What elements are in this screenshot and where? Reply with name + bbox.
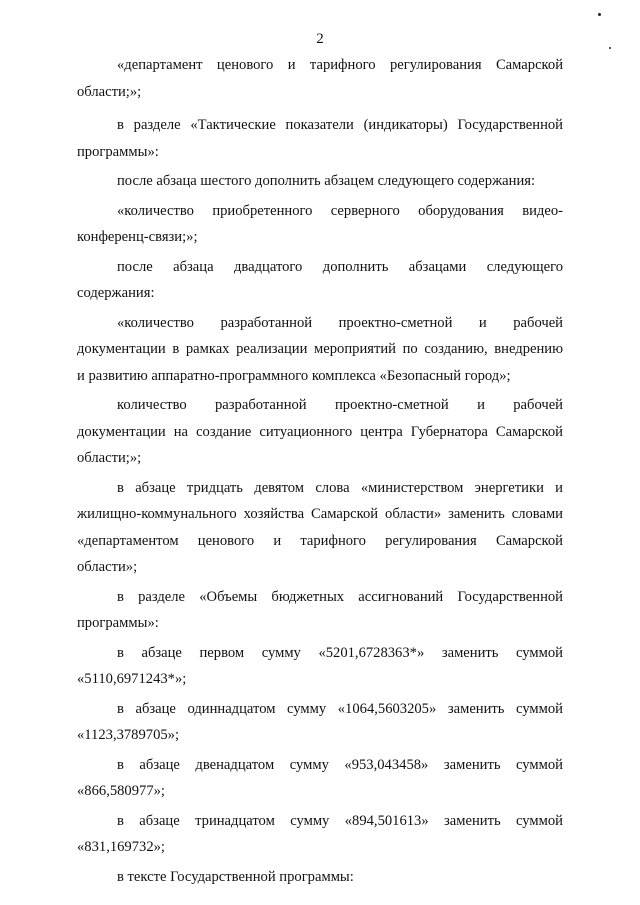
text-line: в абзаце тридцать девятом слова «министерством энергетики и bbox=[117, 479, 563, 496]
text-line: в тексте Государственной программы: bbox=[117, 868, 354, 885]
text-line: количество разработанной проектно-сметной и рабочей bbox=[117, 397, 563, 413]
paragraph bbox=[77, 808, 563, 861]
text-line: «831,169732»; bbox=[77, 839, 165, 855]
paragraph bbox=[77, 696, 563, 749]
text-line: конференц-связи;»; bbox=[77, 229, 198, 245]
paragraph bbox=[77, 584, 563, 637]
paragraph bbox=[77, 254, 563, 307]
text-line: в абзаце двенадцатом сумму «953,043458» заменить суммой bbox=[117, 756, 563, 773]
paragraph bbox=[77, 198, 563, 251]
text-line: в абзаце тринадцатом сумму «894,501613» заменить суммой bbox=[117, 812, 563, 829]
text-line: области;»; bbox=[77, 83, 142, 100]
text-line: «департамент ценового и тарифного регулирования Самарской bbox=[117, 57, 563, 73]
document-body bbox=[77, 52, 563, 890]
text-line: «5110,6971243*»; bbox=[77, 671, 187, 687]
text-line: после абзаца шестого дополнить абзацем следующего содержания: bbox=[117, 173, 536, 189]
text-line: «1123,3789705»; bbox=[77, 727, 180, 743]
paragraph bbox=[77, 640, 563, 693]
text-line: жилищно-коммунального хозяйства Самарской области» заменить словами bbox=[77, 506, 563, 522]
scan-speck bbox=[598, 13, 601, 16]
text-line: «количество разработанной проектно-сметной и рабочей bbox=[117, 314, 563, 331]
text-line: области»; bbox=[77, 559, 138, 575]
text-line: и развитию аппаратно-программного комплекса «Безопасный город»; bbox=[77, 367, 511, 384]
paragraph bbox=[77, 475, 563, 581]
paragraph bbox=[77, 168, 563, 195]
text-line: документации на создание ситуационного центра Губернатора Самарской bbox=[77, 423, 563, 440]
paragraph bbox=[77, 112, 563, 165]
text-line: в абзаце первом сумму «5201,6728363*» заменить суммой bbox=[117, 644, 563, 661]
text-line: «866,580977»; bbox=[77, 783, 165, 799]
paragraph bbox=[77, 752, 563, 805]
text-line: области;»; bbox=[77, 450, 142, 466]
text-line: после абзаца двадцатого дополнить абзацами следующего bbox=[117, 258, 563, 275]
text-line: документации в рамках реализации мероприятий по созданию, внедрению bbox=[77, 341, 563, 357]
text-line: в разделе «Тактические показатели (индикаторы) Государственной bbox=[117, 117, 563, 133]
text-line: программы»: bbox=[77, 143, 159, 160]
paragraph bbox=[77, 864, 563, 891]
text-line: в абзаце одиннадцатом сумму «1064,5603205» заменить суммой bbox=[117, 700, 563, 717]
text-line: в разделе «Объемы бюджетных ассигнований Государственной bbox=[117, 588, 563, 605]
text-line: программы»: bbox=[77, 615, 159, 631]
paragraph bbox=[77, 310, 563, 390]
paragraph bbox=[77, 52, 563, 105]
text-line: «департаментом ценового и тарифного регулирования Самарской bbox=[77, 532, 563, 549]
paragraph bbox=[77, 392, 563, 472]
text-line: содержания: bbox=[77, 285, 155, 301]
page-number: 2 bbox=[316, 31, 324, 47]
text-line: «количество приобретенного серверного оборудования видео- bbox=[117, 202, 563, 219]
